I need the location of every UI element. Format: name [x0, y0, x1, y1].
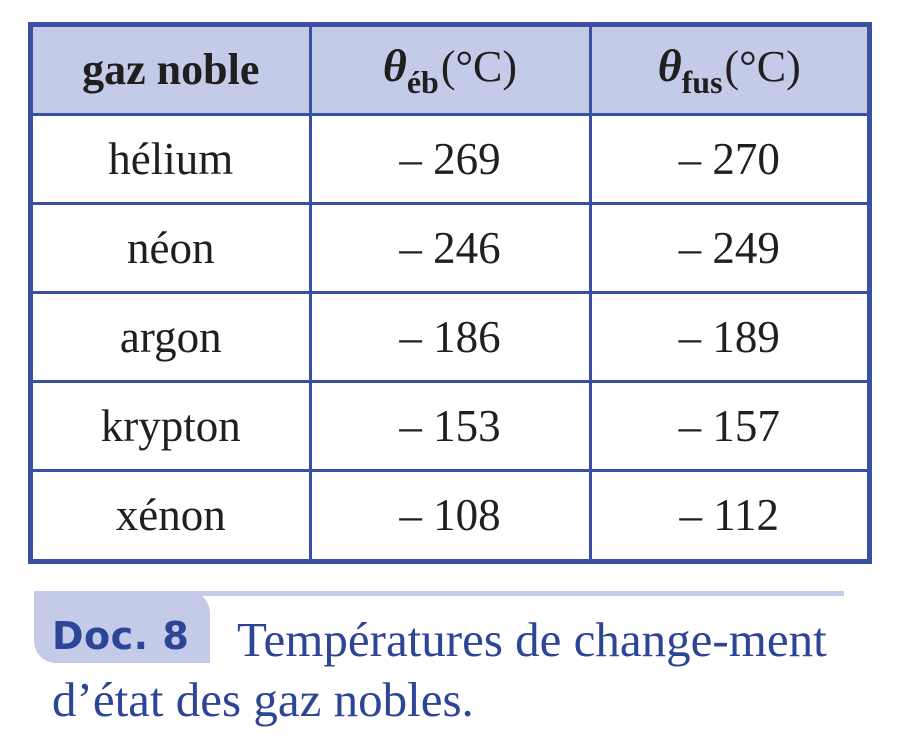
noble-gas-table [33, 27, 867, 559]
header-gas-name-label: gaz noble [82, 45, 260, 95]
header-boiling-temp [310, 27, 590, 114]
boiling-temp-cell: – 153 [310, 381, 590, 470]
melting-temp-cell: – 189 [590, 292, 867, 381]
table-header-row [33, 27, 867, 114]
document-caption [34, 591, 846, 741]
gas-name-cell: néon [33, 203, 310, 292]
melting-temp-cell: – 249 [590, 203, 867, 292]
melting-unit: (°C) [724, 41, 801, 91]
table-row [33, 381, 867, 470]
boiling-temp-cell: – 186 [310, 292, 590, 381]
boiling-temp-cell: – 108 [310, 470, 590, 559]
melting-temp-cell: – 157 [590, 381, 867, 470]
gas-name-cell: xénon [33, 470, 310, 559]
boiling-unit: (°C) [440, 41, 518, 91]
table-row [33, 203, 867, 292]
melting-temp-cell: – 112 [590, 470, 867, 559]
doc-label: Doc. 8 [52, 614, 190, 658]
header-melting-temp [590, 27, 867, 114]
gas-name-cell: krypton [33, 381, 310, 470]
gas-table-frame [28, 22, 872, 564]
gas-name-cell: argon [33, 292, 310, 381]
boiling-temp-cell: – 269 [310, 114, 590, 203]
table-row [33, 470, 867, 559]
caption-text: Températures de change-ment d’état des gaz nobles. [52, 612, 827, 727]
melting-subscript: fus [681, 63, 723, 100]
theta-symbol: θ [382, 39, 407, 91]
gas-name-cell: hélium [33, 114, 310, 203]
table-row [33, 114, 867, 203]
boiling-temp-cell: – 246 [310, 203, 590, 292]
melting-temp-cell: – 270 [590, 114, 867, 203]
boiling-subscript: éb [406, 63, 439, 100]
table-row [33, 292, 867, 381]
theta-symbol: θ [657, 39, 682, 91]
header-gas-name [33, 27, 310, 114]
